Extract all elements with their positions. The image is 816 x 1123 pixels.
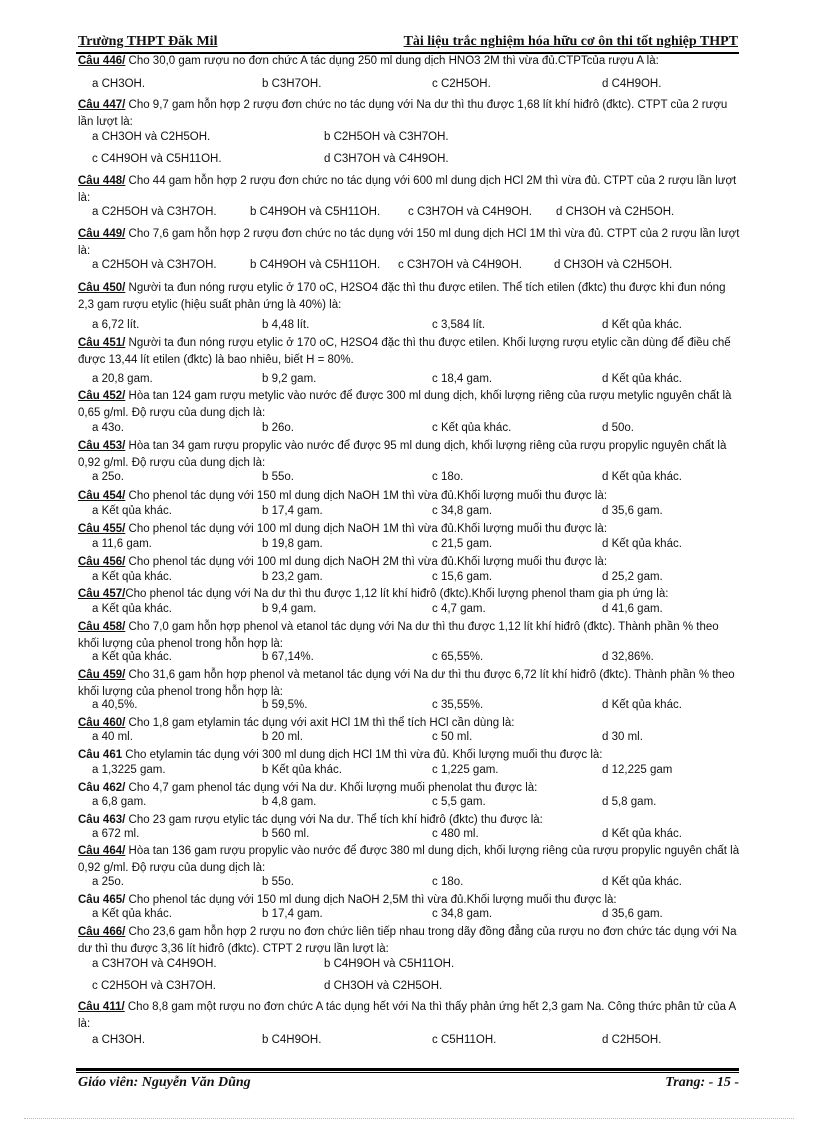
option-c[interactable]: c C5H11OH. <box>432 1034 497 1046</box>
option-a[interactable]: a C2H5OH và C3H7OH. <box>92 206 217 218</box>
question <box>78 843 740 876</box>
option-b[interactable]: b 9,4 gam. <box>262 603 317 615</box>
option-b[interactable]: b C2H5OH và C3H7OH. <box>324 131 449 143</box>
option-c[interactable]: c 65,55%. <box>432 651 484 663</box>
option-d[interactable]: d 32,86%. <box>602 651 654 663</box>
option-c[interactable]: c 3,584 lít. <box>432 319 486 331</box>
question-text: Cho phenol tác dụng với 100 ml dung dịch NaOH 2M thì vừa đủ.Khối lượng muối thu được là: <box>125 556 608 568</box>
answer-options <box>78 699 740 715</box>
teacher-name: Giáo viên: Nguyễn Văn Dũng <box>78 1075 251 1090</box>
page-header <box>76 34 738 52</box>
option-d[interactable]: d Kết qủa khác. <box>602 319 682 331</box>
question-text: Cho phenol tác dụng với Na dư thì thu được 1,12 lít khí hiđrô (đktc).Khối lượng phenol tham gia ph ứng là: <box>125 588 669 600</box>
question <box>78 388 740 421</box>
option-c[interactable]: c C3H7OH và C4H9OH. <box>408 206 532 218</box>
footer-rule-thin <box>76 1072 739 1073</box>
footer-rule <box>76 1068 739 1071</box>
answer-options <box>78 153 740 169</box>
question-text: Cho phenol tác dụng với 100 ml dung dịch NaOH 1M thì vừa đủ.Khối lượng muối thu được là: <box>125 523 608 535</box>
question <box>78 438 740 471</box>
question <box>78 780 740 797</box>
document-title: Tài liệu trắc nghiệm hóa hữu cơ ôn thi tốt nghiệp THPT <box>403 34 738 49</box>
question-number: Câu 457/ <box>78 588 126 600</box>
option-a[interactable]: a Kết qủa khác. <box>92 908 172 920</box>
option-a[interactable]: a 40,5%. <box>92 699 138 711</box>
question-text: Cho 7,0 gam hỗn hợp phenol và etanol tác dụng với Na dư thì thu được 1,12 lít khí hiđrô (đktc). Thành phần % theo khối lượng của phenol trong hỗn hợp là: <box>78 621 719 650</box>
option-b[interactable]: b Kết qủa khác. <box>262 764 342 776</box>
option-b[interactable]: b C4H9OH. <box>262 1034 322 1046</box>
question-text: Cho etylamin tác dụng với 300 ml dung dịch HCl 1M thì vừa đủ. Khối lượng muối thu được là: <box>122 749 603 761</box>
option-d[interactable]: d C2H5OH. <box>602 1034 662 1046</box>
option-c[interactable]: c 34,8 gam. <box>432 505 493 517</box>
option-b[interactable]: b 4,48 lít. <box>262 319 310 331</box>
option-d[interactable]: d Kết qủa khác. <box>602 373 682 385</box>
question-number: Câu 459/ <box>78 669 126 681</box>
question-number: Câu 453/ <box>78 440 126 452</box>
option-b[interactable]: b C3H7OH. <box>262 78 322 90</box>
option-d[interactable]: d CH3OH và C2H5OH. <box>556 206 675 218</box>
option-a[interactable]: a 672 ml. <box>92 828 140 840</box>
answer-options <box>78 538 740 554</box>
option-d[interactable]: d Kết qủa khác. <box>602 538 682 550</box>
option-d[interactable]: d C4H9OH. <box>602 78 662 90</box>
question-number: Câu 448/ <box>78 175 126 187</box>
question-text: Cho phenol tác dụng với 150 ml dung dịch NaOH 1M thì vừa đủ.Khối lượng muối thu được là: <box>125 490 608 502</box>
option-c[interactable]: c C4H9OH và C5H11OH. <box>92 153 222 165</box>
option-b[interactable]: b 55o. <box>262 876 294 888</box>
question <box>78 619 740 652</box>
option-a[interactable]: a CH3OH. <box>92 78 146 90</box>
option-c[interactable]: c 35,55%. <box>432 699 484 711</box>
option-d[interactable]: d 5,8 gam. <box>602 796 657 808</box>
question-number: Câu 451/ <box>78 337 126 349</box>
option-a[interactable]: a CH3OH. <box>92 1034 146 1046</box>
option-c[interactable]: c C2H5OH và C3H7OH. <box>92 980 216 992</box>
answer-options <box>78 908 740 924</box>
answer-options <box>78 505 740 521</box>
answer-options <box>78 731 740 747</box>
option-b[interactable]: b 560 ml. <box>262 828 310 840</box>
option-b[interactable]: b 26o. <box>262 422 294 434</box>
option-a[interactable]: a 25o. <box>92 471 124 483</box>
option-c[interactable]: c 21,5 gam. <box>432 538 493 550</box>
page-edge-dots <box>24 1118 794 1119</box>
option-a[interactable]: a C2H5OH và C3H7OH. <box>92 259 217 271</box>
option-b[interactable]: b C4H9OH và C5H11OH. <box>324 958 455 970</box>
answer-options <box>78 1034 740 1050</box>
question-number: Câu 466/ <box>78 926 126 938</box>
option-a[interactable]: a 1,3225 gam. <box>92 764 166 776</box>
option-b[interactable]: b 55o. <box>262 471 294 483</box>
answer-options <box>78 603 740 619</box>
question <box>78 715 740 732</box>
option-c[interactable]: c Kết qủa khác. <box>432 422 512 434</box>
option-d[interactable]: d C3H7OH và C4H9OH. <box>324 153 449 165</box>
question <box>78 892 740 909</box>
option-a[interactable]: a Kết qủa khác. <box>92 505 172 517</box>
option-a[interactable]: a C3H7OH và C4H9OH. <box>92 958 217 970</box>
option-c[interactable]: c 4,7 gam. <box>432 603 486 615</box>
question-number: Câu 460/ <box>78 717 126 729</box>
question-number: Câu 450/ <box>78 282 126 294</box>
answer-options <box>78 373 740 389</box>
question <box>78 173 740 206</box>
question-number: Câu 462/ <box>78 782 126 794</box>
answer-options <box>78 571 740 587</box>
question <box>78 586 740 603</box>
answer-options <box>78 876 740 892</box>
option-c[interactable]: c 18o. <box>432 471 464 483</box>
answer-options <box>78 471 740 487</box>
question <box>78 812 740 829</box>
question-text: Cho 1,8 gam etylamin tác dụng với axit HCl 1M thì thể tích HCl cần dùng là: <box>125 717 515 729</box>
answer-options <box>78 206 740 222</box>
option-b[interactable]: b 23,2 gam. <box>262 571 323 583</box>
question-text: Hòa tan 136 gam rượu propylic vào nước để được 380 ml dung dịch, khối lượng riêng của rượu propylic nguyên chất là 0,92 g/ml. Độ rượu của dung dịch là: <box>78 845 740 874</box>
question-text: Cho 23 gam rượu etylic tác dụng với Na dư. Thể tích khí hiđrô (đktc) thu được là: <box>125 814 543 826</box>
option-c[interactable]: c 1,225 gam. <box>432 764 499 776</box>
option-b[interactable]: b 4,8 gam. <box>262 796 317 808</box>
question-number: Câu 464/ <box>78 845 126 857</box>
answer-options <box>78 319 740 335</box>
option-c[interactable]: c 18o. <box>432 876 464 888</box>
question-text: Hòa tan 124 gam rượu metylic vào nước để được 300 ml dung dịch, khối lượng riêng của rượu metylic nguyên chất là 0,65 g/ml. Độ rượu của dung dịch là: <box>78 390 732 419</box>
option-a[interactable]: a Kết qủa khác. <box>92 571 172 583</box>
option-d[interactable]: d 35,6 gam. <box>602 908 663 920</box>
question-number: Câu 446/ <box>78 55 126 67</box>
question-text: Người ta đun nóng rượu etylic ở 170 oC, H2SO4 đặc thì thu được etilen. Thể tích etilen (đktc) thu được khi đun nóng 2,3 gam rượu etylic (hiệu suất phản ứng là 40%) là: <box>78 282 726 311</box>
answer-options <box>78 651 740 667</box>
option-d[interactable]: d Kết qủa khác. <box>602 699 682 711</box>
answer-options <box>78 259 740 275</box>
option-d[interactable]: d 30 ml. <box>602 731 643 743</box>
school-name: Trường THPT Đăk Mil <box>78 34 218 49</box>
option-c[interactable]: c 18,4 gam. <box>432 373 493 385</box>
question-number: Câu 452/ <box>78 390 126 402</box>
question-text: Cho 4,7 gam phenol tác dụng với Na dư. Khối lượng muối phenolat thu được là: <box>125 782 538 794</box>
option-c[interactable]: c C3H7OH và C4H9OH. <box>398 259 522 271</box>
question <box>78 97 740 130</box>
option-b[interactable]: b 20 ml. <box>262 731 303 743</box>
question <box>78 667 740 700</box>
option-a[interactable]: a 40 ml. <box>92 731 133 743</box>
question <box>78 924 740 957</box>
option-b[interactable]: b 19,8 gam. <box>262 538 323 550</box>
question <box>78 999 740 1032</box>
option-c[interactable]: c 5,5 gam. <box>432 796 486 808</box>
question-text: Cho 7,6 gam hỗn hợp 2 rượu đơn chức no tác dụng với 150 ml dung dịch HCl 1M thì vừa đủ. CTPT của 2 rượu lần lượt là: <box>78 228 740 257</box>
question-number: Câu 456/ <box>78 556 126 568</box>
page-footer <box>76 1075 739 1093</box>
option-d[interactable]: d 50o. <box>602 422 634 434</box>
option-d[interactable]: d 12,225 gam <box>602 764 673 776</box>
question-text: Cho 9,7 gam hỗn hợp 2 rượu đơn chức no tác dụng với Na dư thì thu được 1,68 lít khí hiđrô (đktc). CTPT của 2 rượu lần lượt là: <box>78 99 728 128</box>
option-c[interactable]: c 480 ml. <box>432 828 479 840</box>
answer-options <box>78 131 740 147</box>
question-number: Câu 463/ <box>78 814 126 826</box>
option-c[interactable]: c C2H5OH. <box>432 78 491 90</box>
question-text: Cho 44 gam hỗn hợp 2 rượu đơn chức no tác dụng với 600 ml dung dịch HCl 2M thì vừa đủ. CTPT của 2 rượu lần lượt là: <box>78 175 737 204</box>
option-c[interactable]: c 15,6 gam. <box>432 571 493 583</box>
option-b[interactable]: b 59,5%. <box>262 699 308 711</box>
option-d[interactable]: d CH3OH và C2H5OH. <box>554 259 673 271</box>
question-number: Câu 411/ <box>78 1001 125 1013</box>
option-a[interactable]: a 43o. <box>92 422 124 434</box>
question-text: Người ta đun nóng rượu etylic ở 170 oC, H2SO4 đặc thì thu được etilen. Khối lượng rượu etylic cần dùng để điều chế được 13,44 lít etilen (đktc) là bao nhiêu, biết H = 80%. <box>78 337 731 366</box>
question-text: Cho 8,8 gam một rượu no đơn chức A tác dụng hết với Na thì thấy phản ứng hết 2,3 gam Na. Công thức phân tử của A là: <box>78 1001 736 1030</box>
answer-options <box>78 796 740 812</box>
answer-options <box>78 958 740 974</box>
question-number: Câu 449/ <box>78 228 126 240</box>
option-b[interactable]: b 17,4 gam. <box>262 908 323 920</box>
option-d[interactable]: d Kết qủa khác. <box>602 876 682 888</box>
question-number: Câu 447/ <box>78 99 126 111</box>
option-a[interactable]: a Kết qủa khác. <box>92 603 172 615</box>
option-a[interactable]: a Kết qủa khác. <box>92 651 172 663</box>
question-text: Cho 31,6 gam hỗn hợp phenol và metanol tác dụng với Na dư thì thu được 6,72 lít khí hiđrô (đktc). Thành phần % theo khối lượng của phenol trong hỗn hợp là: <box>78 669 735 698</box>
option-b[interactable]: b 17,4 gam. <box>262 505 323 517</box>
option-a[interactable]: a 20,8 gam. <box>92 373 153 385</box>
option-c[interactable]: c 50 ml. <box>432 731 473 743</box>
option-d[interactable]: d 41,6 gam. <box>602 603 663 615</box>
option-d[interactable]: d Kết qủa khác. <box>602 828 682 840</box>
question-number: Câu 461 <box>78 749 123 761</box>
question-text: Cho 23,6 gam hỗn hợp 2 rượu no đơn chức liên tiếp nhau trong dãy đồng đẳng của rượu no đơn chức tác dụng với Na dư thì thu được 3,36 lít hiđrô (đktc). CTPT 2 rượu lần lượt là: <box>78 926 737 955</box>
question <box>78 335 740 368</box>
question <box>78 554 740 571</box>
question-number: Câu 455/ <box>78 523 126 535</box>
answer-options <box>78 980 740 996</box>
option-b[interactable]: b 67,14%. <box>262 651 314 663</box>
option-b[interactable]: b 9,2 gam. <box>262 373 317 385</box>
option-d[interactable]: d 35,6 gam. <box>602 505 663 517</box>
option-a[interactable]: a 6,72 lít. <box>92 319 140 331</box>
option-d[interactable]: d CH3OH và C2H5OH. <box>324 980 443 992</box>
answer-options <box>78 764 740 780</box>
option-c[interactable]: c 34,8 gam. <box>432 908 493 920</box>
question-number: Câu 454/ <box>78 490 126 502</box>
answer-options <box>78 78 740 94</box>
option-a[interactable]: a 25o. <box>92 876 124 888</box>
page-number: Trang: - 15 - <box>665 1075 739 1090</box>
answer-options <box>78 422 740 438</box>
question <box>78 521 740 538</box>
option-b[interactable]: b C4H9OH và C5H11OH. <box>250 206 381 218</box>
question <box>78 226 740 259</box>
option-a[interactable]: a 11,6 gam. <box>92 538 152 550</box>
question-text: Cho 30,0 gam rượu no đơn chức A tác dụng 250 ml dung dịch HNO3 2M thì vừa đủ.CTPTcủa rượu A là: <box>125 55 659 67</box>
answer-options <box>78 828 740 844</box>
question <box>78 280 740 313</box>
question-number: Câu 458/ <box>78 621 126 633</box>
option-d[interactable]: d 25,2 gam. <box>602 571 663 583</box>
option-b[interactable]: b C4H9OH và C5H11OH. <box>250 259 381 271</box>
question <box>78 53 740 70</box>
option-a[interactable]: a CH3OH và C2H5OH. <box>92 131 211 143</box>
question <box>78 747 740 764</box>
question-number: Câu 465/ <box>78 894 126 906</box>
question <box>78 488 740 505</box>
question-text: Cho phenol tác dụng với 150 ml dung dịch NaOH 2,5M thì vừa đủ.Khối lượng muối thu được là: <box>125 894 617 906</box>
option-d[interactable]: d Kết qủa khác. <box>602 471 682 483</box>
question-text: Hòa tan 34 gam rượu propylic vào nước để được 95 ml dung dịch, khối lượng riêng của rượu propylic nguyên chất là 0,92 g/ml. Độ rượu của dung dịch là: <box>78 440 727 469</box>
option-a[interactable]: a 6,8 gam. <box>92 796 147 808</box>
